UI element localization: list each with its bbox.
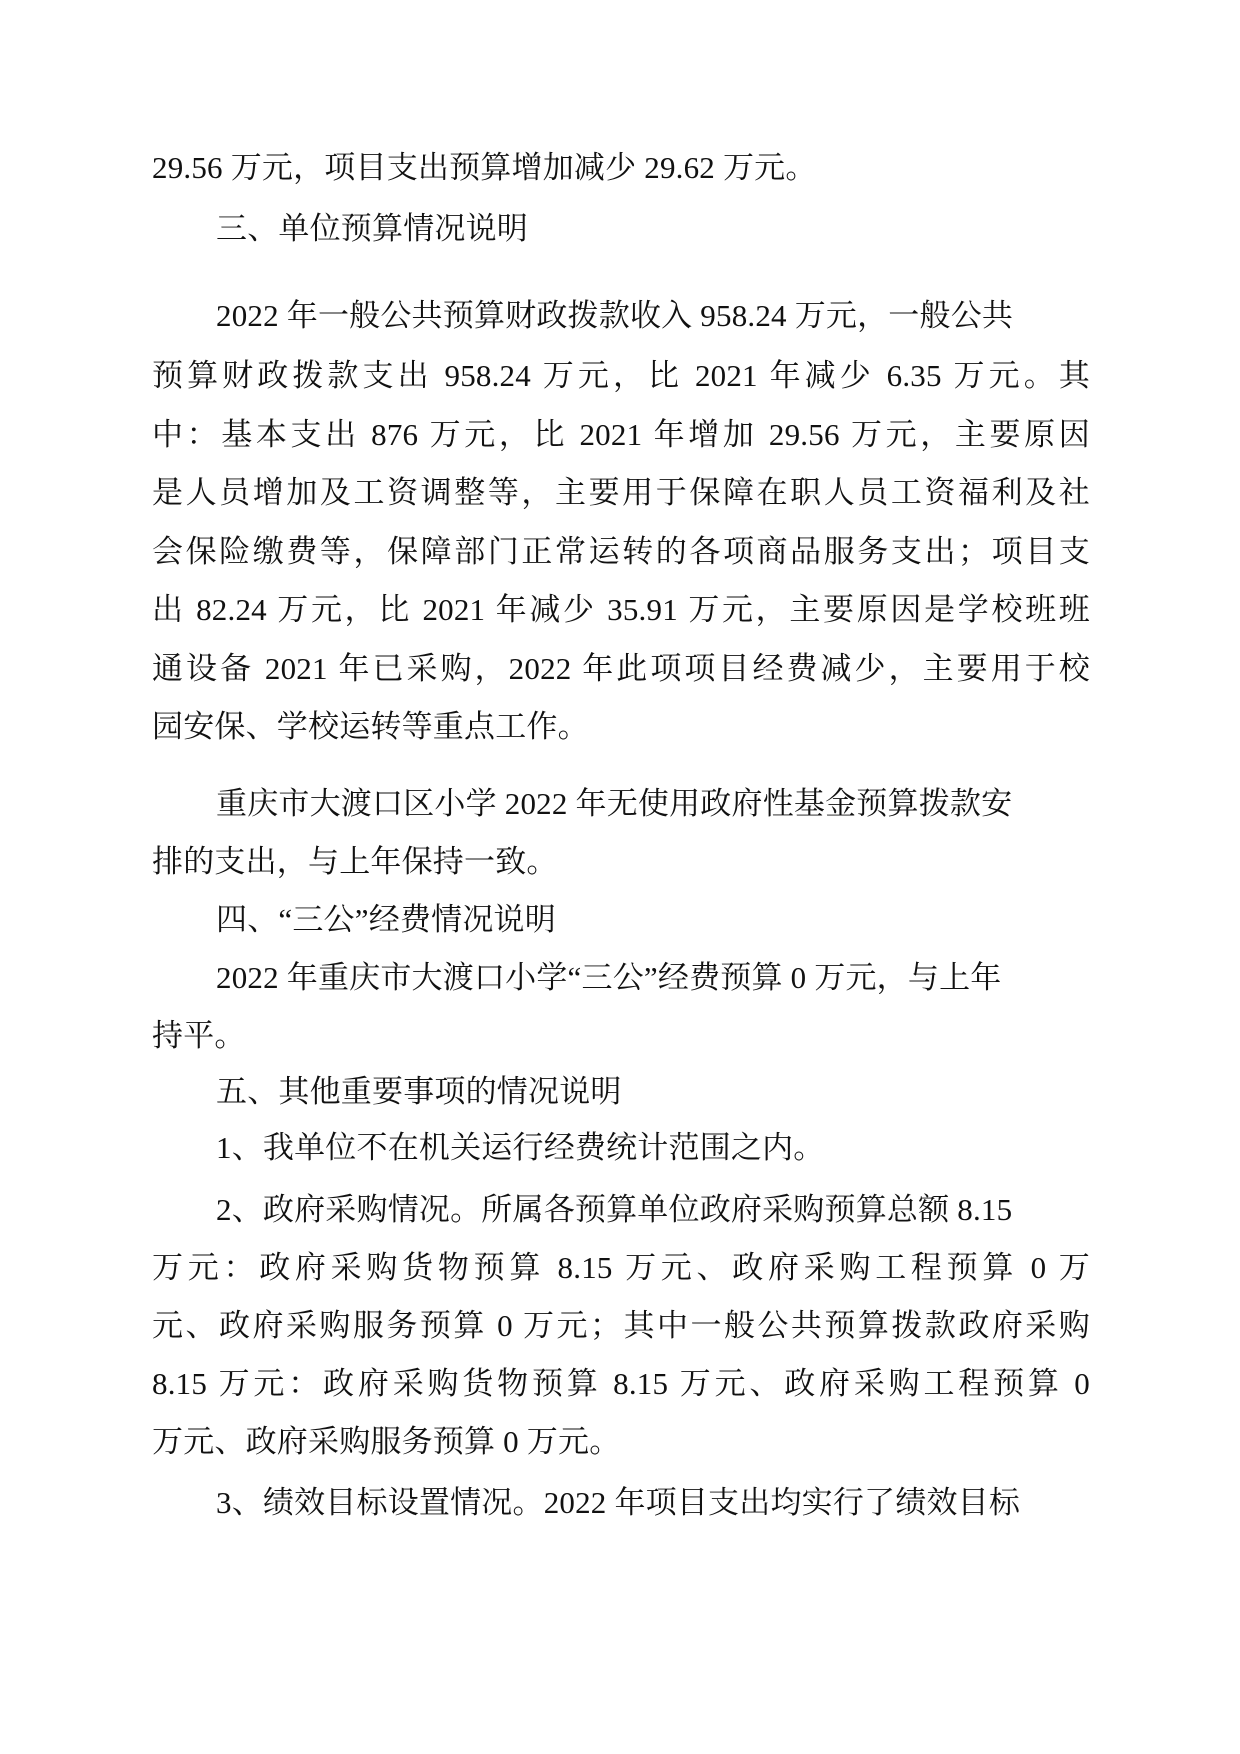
text-line: 四、“三公”经费情况说明 xyxy=(216,902,556,937)
text-line: 8.15 万元：政府采购货物预算 8.15 万元、政府采购工程预算 0 xyxy=(152,1366,1090,1401)
text-line: 五、其他重要事项的情况说明 xyxy=(216,1074,622,1109)
text-line: 29.56 万元，项目支出预算增加减少 29.62 万元。 xyxy=(152,150,817,185)
text-line: 通设备 2021 年已采购，2022 年此项项目经费减少，主要用于校 xyxy=(152,651,1090,686)
text-line: 2022 年重庆市大渡口小学“三公”经费预算 0 万元，与上年 xyxy=(216,960,1002,995)
text-line: 三、单位预算情况说明 xyxy=(216,211,528,246)
text-line: 出 82.24 万元，比 2021 年减少 35.91 万元，主要原因是学校班班 xyxy=(152,592,1090,627)
text-line: 2、政府采购情况。所属各预算单位政府采购预算总额 8.15 xyxy=(216,1192,1013,1227)
text-line: 排的支出，与上年保持一致。 xyxy=(152,844,558,879)
text-line: 是人员增加及工资调整等，主要用于保障在职人员工资福利及社 xyxy=(152,475,1090,510)
text-line: 会保险缴费等，保障部门正常运转的各项商品服务支出；项目支 xyxy=(152,534,1090,569)
text-line: 预算财政拨款支出 958.24 万元，比 2021 年减少 6.35 万元。其 xyxy=(152,358,1090,393)
text-line: 重庆市大渡口区小学 2022 年无使用政府性基金预算拨款安 xyxy=(216,786,1013,821)
text-line: 万元：政府采购货物预算 8.15 万元、政府采购工程预算 0 万 xyxy=(152,1250,1090,1285)
text-line: 2022 年一般公共预算财政拨款收入 958.24 万元，一般公共 xyxy=(216,298,1014,333)
text-line: 园安保、学校运转等重点工作。 xyxy=(152,709,589,744)
text-line: 1、我单位不在机关运行经费统计范围之内。 xyxy=(216,1130,825,1165)
text-line: 元、政府采购服务预算 0 万元；其中一般公共预算拨款政府采购 xyxy=(152,1308,1090,1343)
text-line: 3、绩效目标设置情况。2022 年项目支出均实行了绩效目标 xyxy=(216,1485,1021,1520)
text-line: 中：基本支出 876 万元，比 2021 年增加 29.56 万元，主要原因 xyxy=(152,417,1090,452)
text-line: 持平。 xyxy=(152,1018,246,1053)
text-line: 万元、政府采购服务预算 0 万元。 xyxy=(152,1424,621,1459)
